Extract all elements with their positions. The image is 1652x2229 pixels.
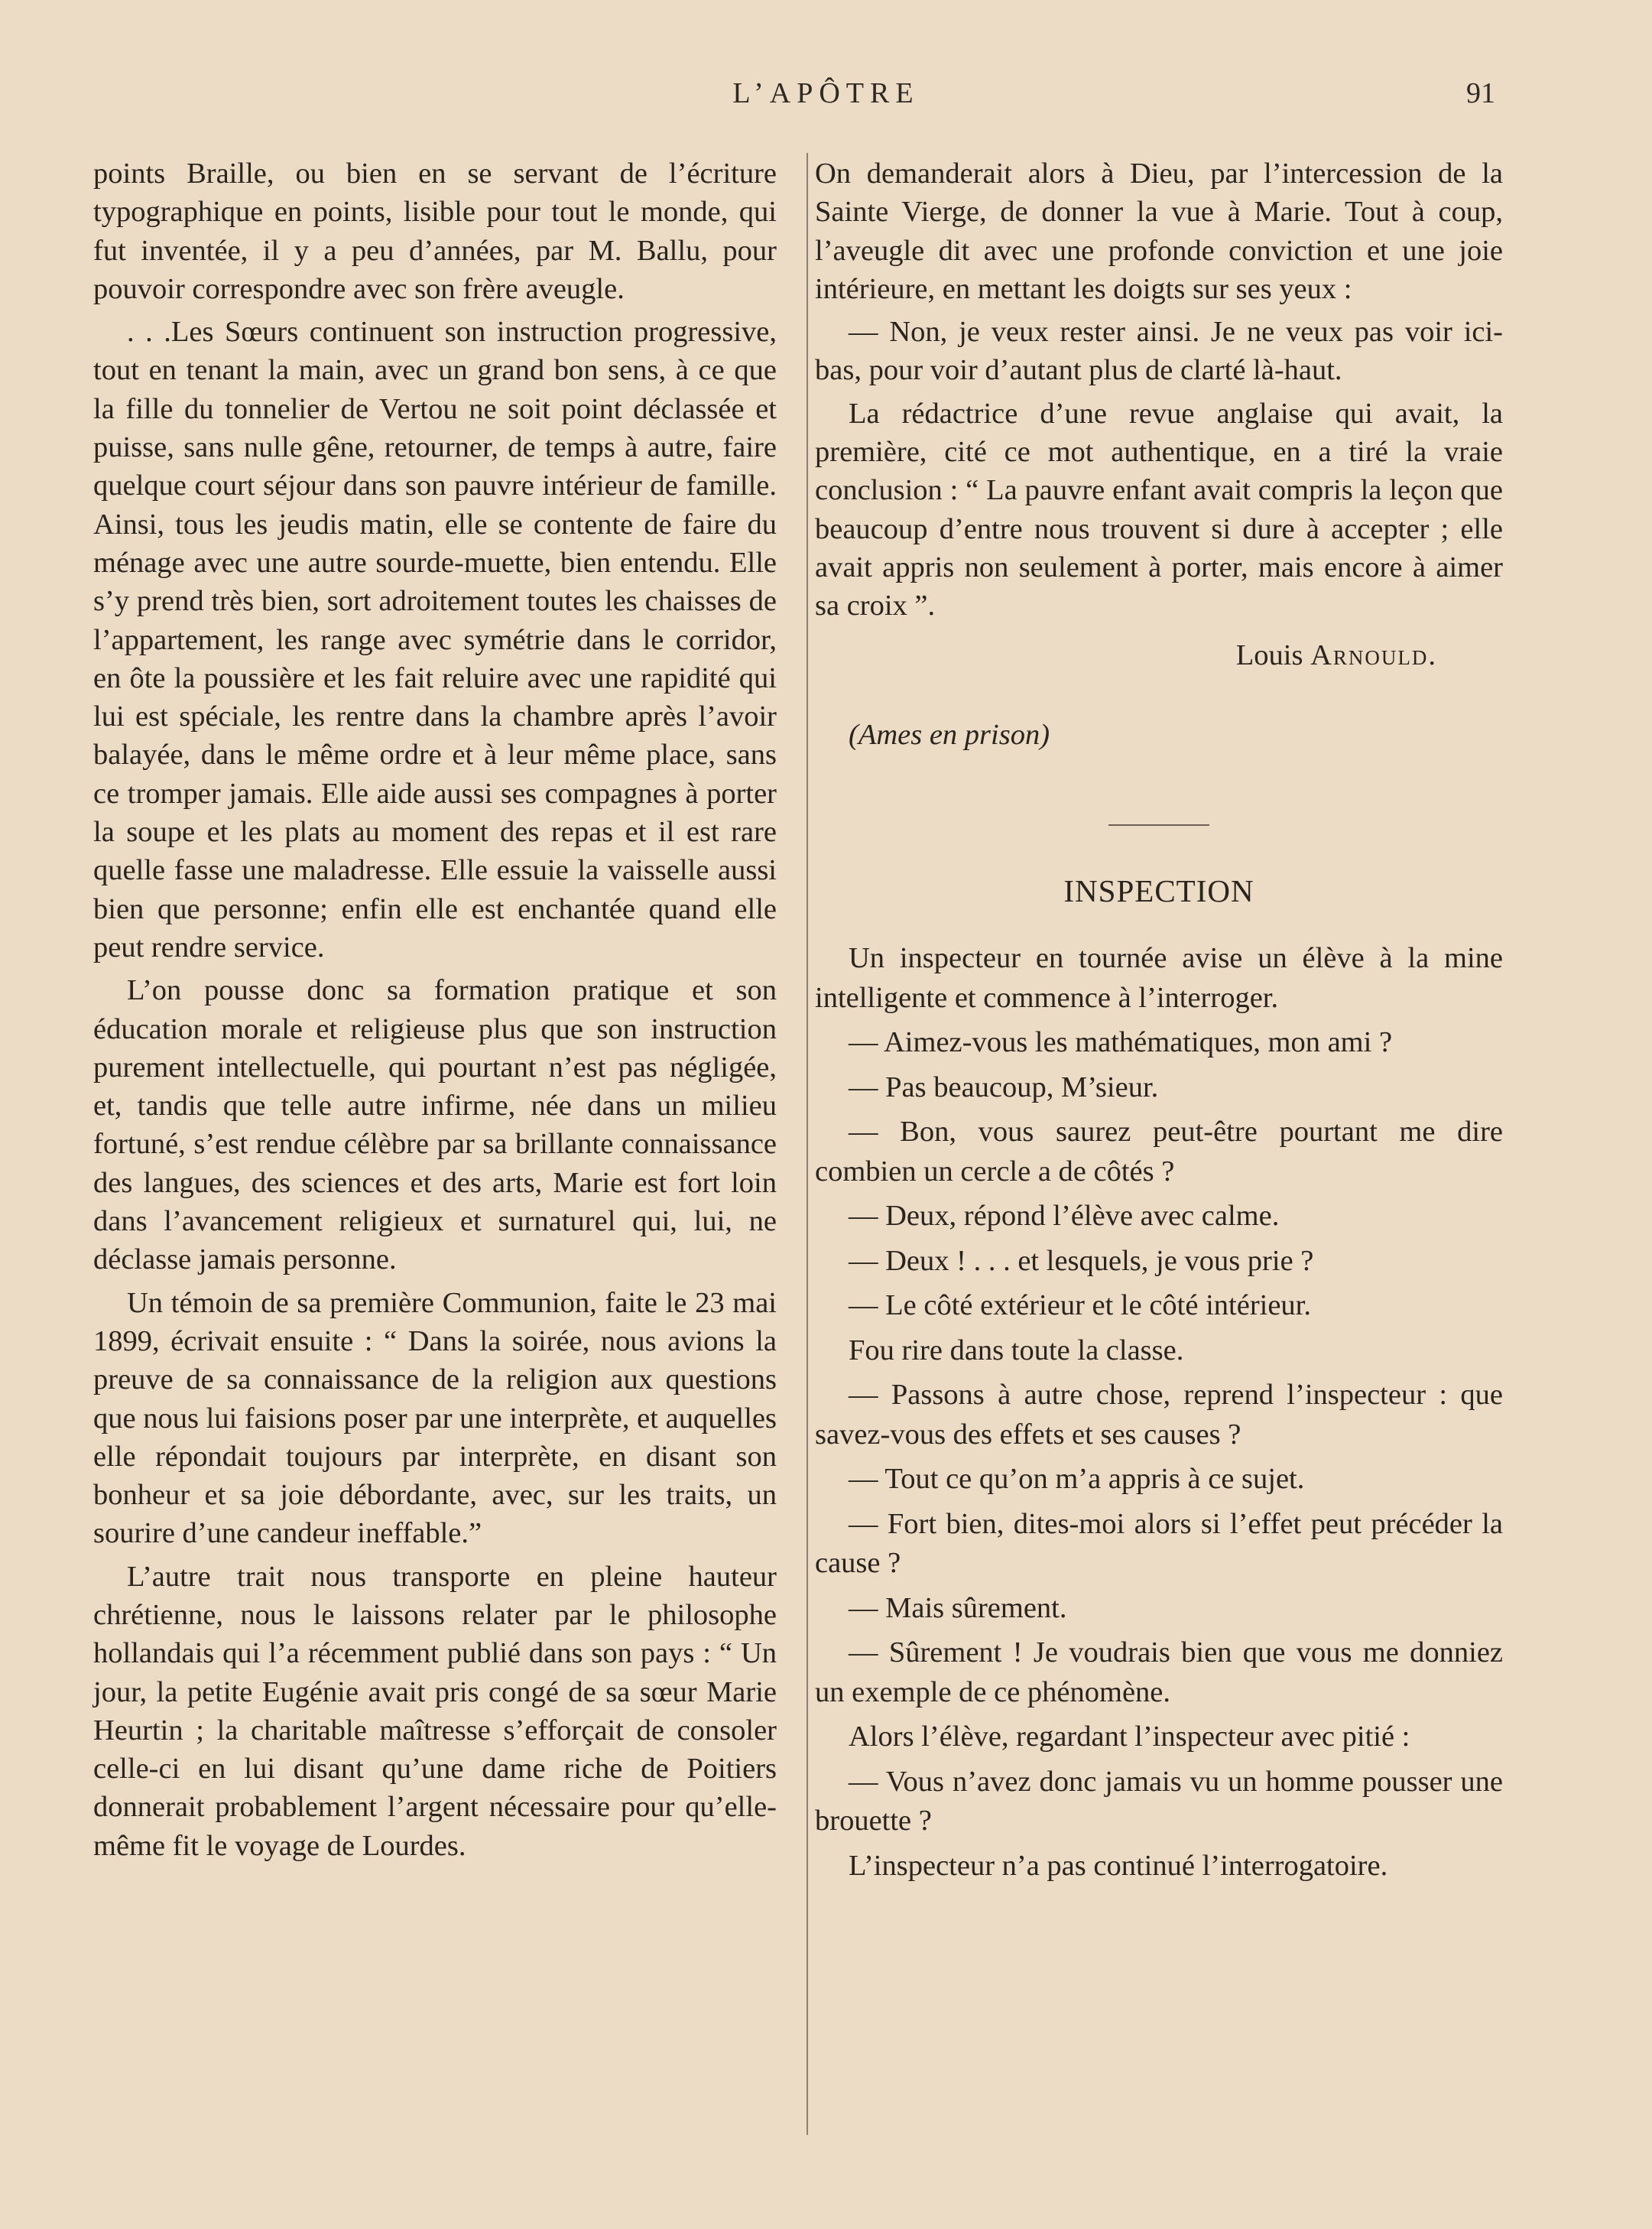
dialog-line: — Deux ! . . . et lesquels, je vous prie ? (849, 1244, 1314, 1277)
dialog-line: Un inspecteur en tournée avise un élève à la mine intelligente et commence à l’interroger. (815, 942, 1503, 1014)
section-heading: INSPECTION (1063, 873, 1254, 909)
paragraph: . . .Les Sœurs continuent son instruction progressive, tout en tenant la main, avec un grand bon sens, à ce que la fille du tonnelier de Vertou ne soit point déclassée et puisse, sans nulle gêne, retourner, de temps à autre, faire quelque court séjour dans son pauvre intérieur de famille. Ainsi, tous les jeudis matin, elle se contente de faire du ménage avec une autre sourde-muette, bien entendu. Elle s’y prend très bien, sort adroitement toutes les chaisses de l’appartement, les range avec symétrie dans le corridor, en ôte la poussière et les fait reluire avec une rapidité qui lui est spéciale, les rentre dans la chambre après l’avoir balayée, dans le même ordre et à leur même place, sans ce tromper jamais. Elle aide aussi ses compagnes à porter la soupe et les plats au moment des repas et il est rare quelle fasse une maladresse. Elle essuie la vaisselle aussi bien que personne; enfin elle est enchantée quand elle peut rendre service. (93, 316, 777, 963)
left-column (93, 154, 777, 1870)
dialog-line: L’inspecteur n’a pas continué l’interrogatoire. (849, 1849, 1388, 1882)
dialog-line: — Deux, répond l’élève avec calme. (849, 1200, 1280, 1233)
dialog-line: — Passons à autre chose, reprend l’inspecteur : que savez-vous des effets et ses causes ? (815, 1379, 1503, 1451)
dialog-line: — Mais sûrement. (849, 1591, 1067, 1624)
signature-surname: Arnould. (1310, 638, 1437, 671)
running-title: L’APÔTRE (732, 77, 920, 109)
dialog-line: Alors l’élève, regardant l’inspecteur avec pitié : (849, 1720, 1410, 1753)
paragraph: points Braille, ou bien en se servant de l’écriture typographique en points, lisible pour tout le monde, qui fut inventée, il y a peu d’années, par M. Ballu, pour pouvoir correspondre avec son frère aveugle. (93, 158, 777, 305)
column-divider (807, 153, 808, 2135)
dialog-line: — Tout ce qu’on m’a appris à ce sujet. (849, 1463, 1305, 1496)
author-signature (815, 636, 1503, 674)
paragraph: La rédactrice d’une revue anglaise qui avait, la première, cité ce mot authentique, en a tiré la vraie conclusion : “ La pauvre enfant avait compris la leçon que beaucoup d’entre nous trouvent si dure à accepter ; elle avait appris non seulement à porter, mais encore à aimer sa croix ”. (815, 397, 1503, 622)
paragraph: L’on pousse donc sa formation pratique et son éducation morale et religieuse plus que son instruction purement intellectuelle, qui pourtant n’est pas négligée, et, tandis que telle autre infirme, née dans un milieu fortuné, s’est rendue célèbre par sa brillante connaissance des langues, des sciences et des arts, Marie est fort loin dans l’avancement religieux et surnaturel qui, lui, ne déclasse jamais personne. (93, 974, 777, 1276)
dialog-line: — Aimez-vous les mathématiques, mon ami ? (849, 1026, 1393, 1059)
right-column (815, 154, 1503, 1891)
paragraph: — Non, je veux rester ainsi. Je ne veux pas voir ici-bas, pour voir d’autant plus de clarté là-haut. (815, 316, 1503, 387)
dialog-line: — Bon, vous saurez peut-être pourtant me dire combien un cercle a de côtés ? (815, 1116, 1503, 1188)
dialog-line: — Vous n’avez donc jamais vu un homme pousser une brouette ? (815, 1765, 1503, 1837)
dialog-line: — Le côté extérieur et le côté intérieur. (849, 1289, 1312, 1322)
dialog-line: — Fort bien, dites-moi alors si l’effet peut précéder la cause ? (815, 1507, 1503, 1580)
page-number: 91 (1466, 77, 1495, 109)
source-citation: (Ames en prison) (849, 718, 1050, 751)
paragraph: Un témoin de sa première Communion, faite le 23 mai 1899, écrivait ensuite : “ Dans la soirée, nous avions la preuve de sa connaissance de la religion aux questions que nous lui faisions poser par une interprète, et auquelles elle répondait toujours par interprète, en disant son bonheur et sa joie débordante, avec, sur les traits, un sourire d’une candeur ineffable.” (93, 1286, 777, 1550)
dialog-line: — Pas beaucoup, M’sieur. (849, 1071, 1159, 1103)
paragraph: On demanderait alors à Dieu, par l’intercession de la Sainte Vierge, de donner la vue à Marie. Tout à coup, l’aveugle dit avec une profonde conviction et une joie intérieure, en mettant les doigts sur ses yeux : (815, 158, 1503, 305)
dialog-line: Fou rire dans toute la classe. (849, 1334, 1184, 1366)
inspection-dialog (815, 939, 1503, 1886)
signature-first-name: Louis (1235, 638, 1311, 671)
section-separator (1108, 824, 1209, 826)
paragraph: L’autre trait nous transporte en pleine hauteur chrétienne, nous le laissons relater par le philosophe hollandais qui l’a récemment publié dans son pays : “ Un jour, la petite Eugénie avait pris congé de sa sœur Marie Heurtin ; la charitable maîtresse s’efforçait de consoler celle-ci en lui disant qu’une dame riche de Poitiers donnerait probablement l’argent nécessaire pour qu’elle-même fit le voyage de Lourdes. (93, 1560, 777, 1862)
dialog-line: — Sûrement ! Je voudrais bien que vous me donniez un exemple de ce phénomène. (815, 1636, 1503, 1708)
